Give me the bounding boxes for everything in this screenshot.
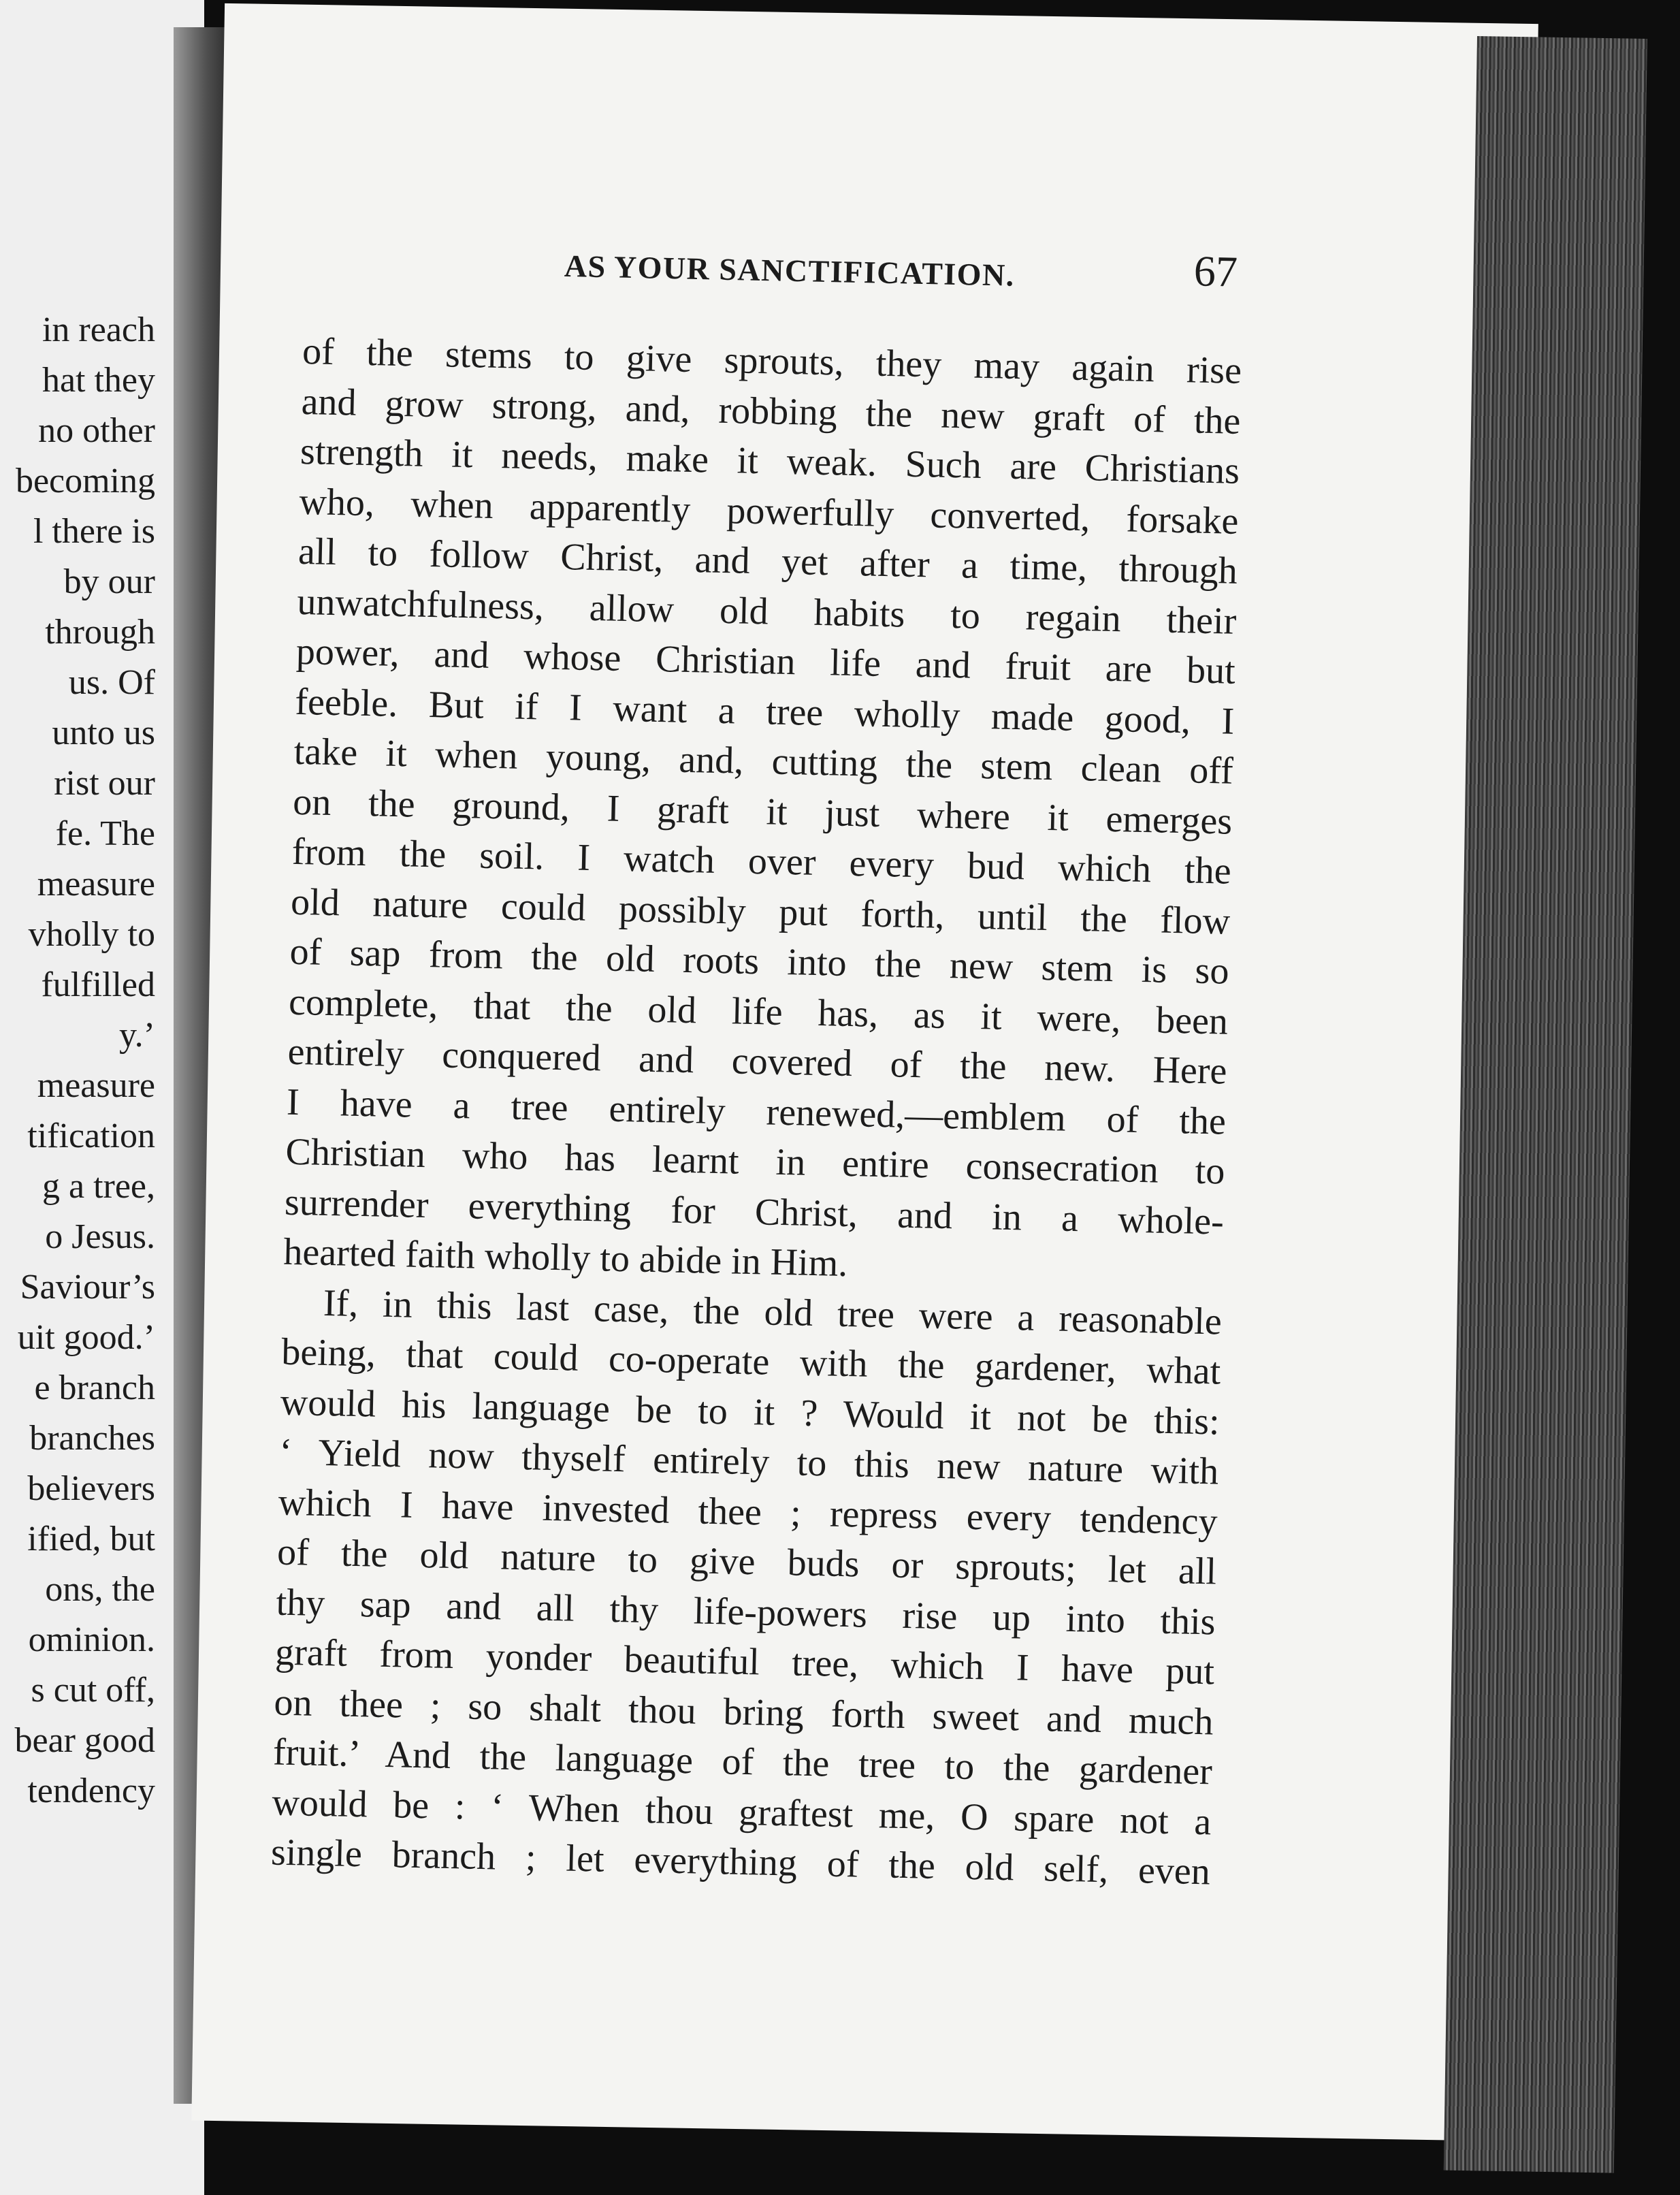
- left-page-line: measure: [37, 865, 155, 903]
- left-page-line: tendency: [27, 1772, 155, 1810]
- left-page-line: fe. The: [55, 814, 155, 853]
- left-page-line: hat they: [42, 361, 155, 400]
- left-page-line: believers: [27, 1469, 155, 1508]
- page-number: 67: [1193, 246, 1238, 296]
- text-line: ‘ Yield now thyself entirely to this new nature with: [278, 1430, 1219, 1493]
- left-page-line: l there is: [33, 512, 155, 551]
- left-page-line: o Jesus.: [45, 1217, 155, 1256]
- text-line: and grow strong, and, robbing the new graft of the: [301, 380, 1242, 443]
- left-page-line: becoming: [15, 462, 155, 500]
- text-line: old nature could possibly put forth, until the flow: [290, 880, 1231, 943]
- text-line: from the soil. I watch over every bud which the: [291, 830, 1232, 893]
- text-line: single branch ; let everything of the old self, even: [270, 1831, 1211, 1893]
- text-line: I have a tree entirely renewed,—emblem of the: [286, 1080, 1227, 1143]
- text-line: thy sap and all thy life-powers rise up into this: [276, 1581, 1216, 1643]
- text-line: on thee ; so shalt thou bring forth sweet and much: [274, 1681, 1214, 1743]
- text-line: take it when young, and, cutting the stem clean off: [293, 730, 1234, 792]
- left-page-line: bear good: [14, 1721, 155, 1760]
- left-page-line: ified, but: [27, 1520, 155, 1558]
- text-line: graft from yonder beautiful tree, which I have put: [274, 1631, 1215, 1693]
- left-page-line: tification: [27, 1117, 155, 1155]
- left-page-line: uit good.’: [17, 1318, 155, 1357]
- left-page-line: unto us: [52, 714, 155, 752]
- running-head-title: AS YOUR SANCTIFICATION.: [564, 248, 1016, 293]
- left-page-line: by our: [63, 562, 155, 601]
- body-text: [270, 327, 1242, 1897]
- left-page-line: y.’: [119, 1016, 155, 1055]
- text-line: who, when apparently powerfully converted, forsake: [298, 480, 1239, 543]
- text-line: If, in this last case, the old tree were a reasonable: [323, 1281, 1223, 1343]
- left-page-line: fulfilled: [41, 965, 155, 1004]
- text-line: which I have invested thee ; repress every tendency: [278, 1481, 1218, 1543]
- left-page-line: measure: [37, 1066, 155, 1105]
- left-page-line: through: [45, 613, 155, 652]
- left-page-line: vholly to: [28, 915, 155, 954]
- text-line: would his language be to it ? Would it not be this:: [280, 1381, 1221, 1443]
- text-line: power, and whose Christian life and fruit are but: [295, 630, 1236, 692]
- text-line: complete, that the old life has, as it were, been: [288, 980, 1229, 1043]
- text-line: surrender everything for Christ, and in a whole-: [284, 1181, 1225, 1243]
- left-page-line: us. Of: [68, 663, 155, 702]
- page-edges: [1444, 36, 1647, 2173]
- left-page-line: g a tree,: [42, 1167, 155, 1206]
- text-line: of the stems to give sprouts, they may again rise: [302, 330, 1242, 392]
- left-page-line: no other: [38, 411, 155, 450]
- text-line: strength it needs, make it weak. Such are Christians: [300, 430, 1240, 492]
- left-page-line: Saviour’s: [20, 1268, 155, 1307]
- left-page-line: ons, the: [45, 1570, 155, 1609]
- text-line: hearted faith wholly to abide in Him.: [282, 1230, 848, 1285]
- left-page-line: rist our: [54, 764, 155, 803]
- left-page-line: ominion.: [28, 1620, 155, 1659]
- left-page-line: branches: [29, 1419, 155, 1458]
- left-page-line: s cut off,: [31, 1671, 155, 1710]
- text-line: would be : ‘ When thou graftest me, O spare not a: [271, 1781, 1212, 1843]
- text-line: of the old nature to give buds or sprouts; let all: [276, 1531, 1217, 1593]
- text-line: on the ground, I graft it just where it emerges: [292, 780, 1233, 843]
- text-line: entirely conquered and covered of the new. Here: [287, 1030, 1228, 1093]
- left-page-line: e branch: [34, 1368, 155, 1407]
- text-line: feeble. But if I want a tree wholly made good, I: [294, 680, 1235, 743]
- text-line: of sap from the old roots into the new stem is so: [289, 930, 1230, 993]
- text-line: Christian who has learnt in entire consecration to: [285, 1130, 1225, 1193]
- left-page-line: in reach: [42, 310, 155, 349]
- text-line: unwatchfulness, allow old habits to regain their: [296, 580, 1237, 643]
- text-line: fruit.’ And the language of the tree to the gardener: [272, 1731, 1213, 1793]
- text-line: all to follow Christ, and yet after a time, through: [297, 530, 1238, 592]
- text-line: being, that could co-operate with the gardener, what: [280, 1330, 1221, 1393]
